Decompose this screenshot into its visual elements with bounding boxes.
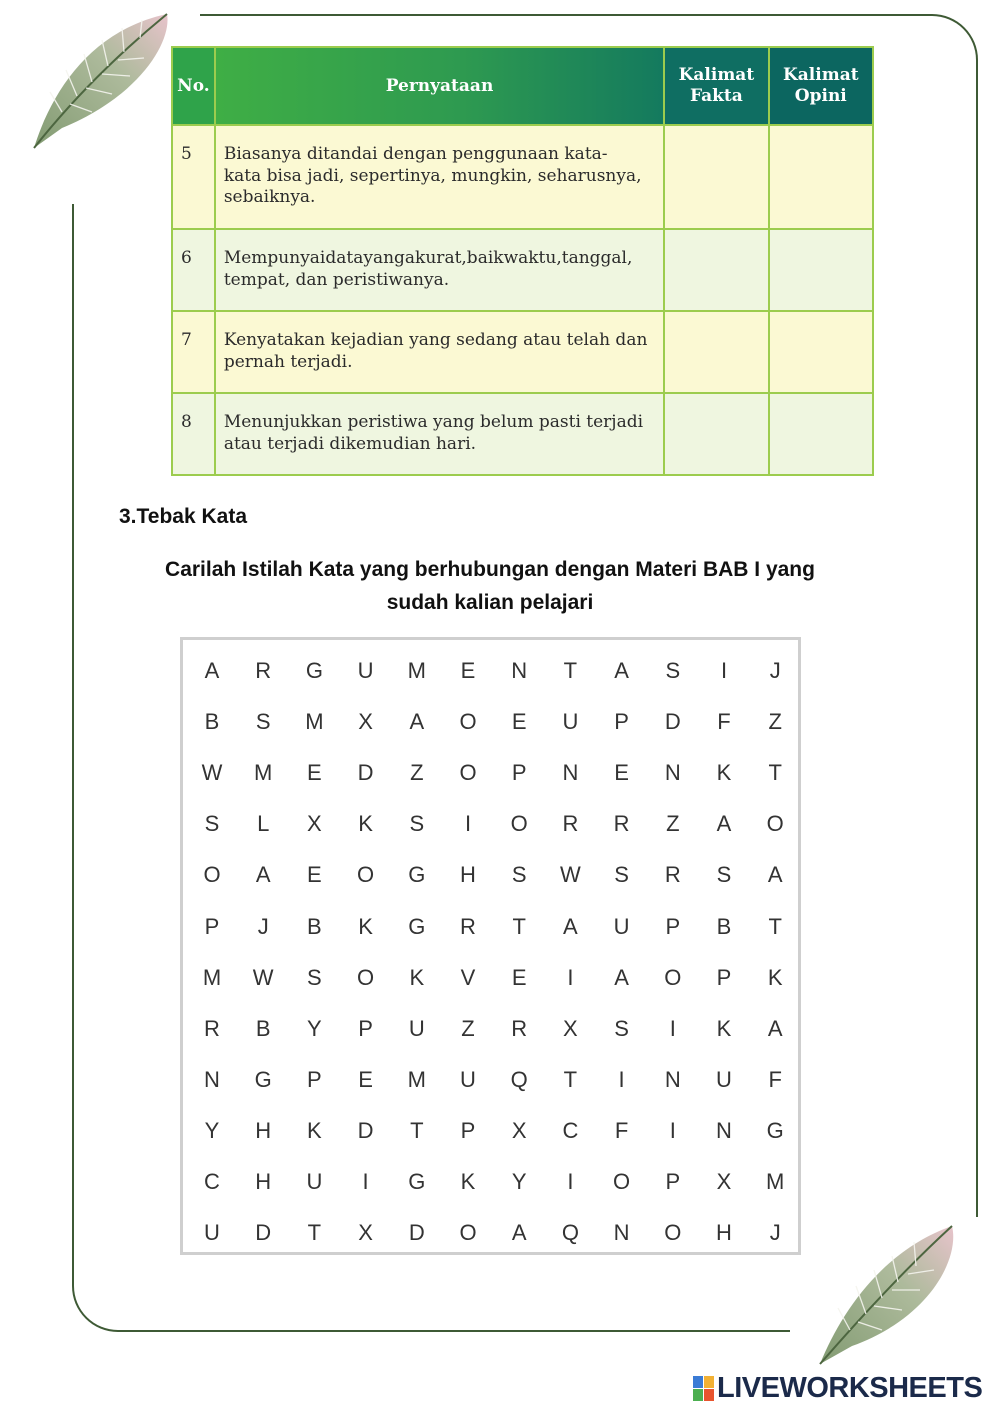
grid-letter[interactable]: M	[305, 709, 324, 735]
grid-letter[interactable]: U	[357, 658, 374, 683]
grid-letter[interactable]: S	[665, 658, 681, 683]
grid-letter[interactable]: S	[614, 862, 629, 888]
page-frame-corner-bottom-left	[72, 1282, 122, 1332]
grid-letter[interactable]: S	[409, 811, 425, 837]
grid-letter[interactable]: J	[769, 658, 781, 683]
grid-letter[interactable]: N	[664, 1066, 681, 1092]
page-frame-corner-top-right	[928, 14, 978, 64]
statement-text	[215, 393, 664, 475]
grid-letter[interactable]: T	[512, 913, 526, 939]
grid-letter[interactable]: I	[669, 1117, 676, 1143]
grid-letter[interactable]: O	[664, 964, 682, 990]
table-row	[172, 393, 873, 475]
grid-letter[interactable]: P	[665, 913, 681, 939]
grid-letter[interactable]: S	[716, 862, 732, 888]
grid-letter[interactable]: X	[307, 811, 322, 837]
grid-letter[interactable]: B	[307, 913, 322, 939]
statement-line: pernah terjadi.	[223, 351, 353, 372]
grid-letter[interactable]: Z	[666, 811, 680, 837]
grid-letter[interactable]: A	[409, 709, 425, 735]
grid-letter[interactable]: U	[460, 1066, 476, 1092]
grid-letter[interactable]: C	[562, 1117, 579, 1143]
grid-letter[interactable]: T	[563, 658, 578, 683]
row-number: 8	[172, 393, 215, 475]
grid-letter[interactable]: P	[307, 1066, 322, 1092]
grid-letter[interactable]: D	[408, 1220, 425, 1246]
grid-letter[interactable]: N	[204, 1066, 220, 1092]
row-number: 5	[172, 125, 215, 229]
grid-letter[interactable]: O	[613, 1169, 631, 1194]
grid-letter[interactable]: R	[460, 913, 476, 939]
row-number: 7	[172, 311, 215, 393]
grid-letter[interactable]: G	[254, 1066, 272, 1092]
grid-letter[interactable]: N	[613, 1220, 630, 1246]
grid-letter[interactable]: N	[511, 658, 528, 683]
grid-letter[interactable]: X	[358, 709, 373, 735]
section-title: 3.Tebak Kata	[119, 505, 247, 528]
grid-letter[interactable]: U	[408, 1015, 425, 1041]
grid-letter[interactable]: T	[768, 913, 782, 939]
grid-letter[interactable]: D	[664, 709, 681, 735]
grid-letter[interactable]: G	[408, 913, 426, 939]
statement-line: Kenyatakan kejadian yang sedang atau telah dan	[223, 330, 648, 350]
grid-letter[interactable]: A	[614, 658, 629, 683]
header-opini-line-2: Opini	[794, 86, 847, 106]
grid-letter[interactable]: O	[766, 811, 784, 837]
grid-letter[interactable]: G	[408, 1169, 426, 1194]
grid-letter[interactable]: K	[409, 964, 425, 990]
grid-letter[interactable]: J	[769, 1220, 781, 1246]
grid-letter[interactable]: U	[306, 1169, 323, 1194]
grid-letter[interactable]: A	[511, 1220, 527, 1246]
grid-letter[interactable]: F	[614, 1117, 629, 1143]
grid-letter[interactable]: N	[716, 1117, 732, 1143]
grid-letter[interactable]: O	[357, 964, 375, 990]
grid-letter[interactable]: K	[767, 964, 783, 990]
grid-letter[interactable]: P	[665, 1169, 681, 1194]
grid-letter[interactable]: D	[357, 760, 374, 786]
grid-letter[interactable]: E	[511, 709, 527, 735]
grid-letter[interactable]: X	[563, 1015, 578, 1041]
grid-letter[interactable]: B	[716, 913, 732, 939]
grid-letter[interactable]: X	[716, 1169, 732, 1194]
grid-letter[interactable]: M	[254, 760, 273, 786]
grid-letter[interactable]: E	[358, 1066, 373, 1092]
grid-letter[interactable]: O	[510, 811, 528, 837]
grid-letter[interactable]: H	[255, 1169, 272, 1194]
grid-letter[interactable]: N	[562, 760, 579, 786]
grid-letter[interactable]: D	[357, 1117, 374, 1143]
statement-line: Mempunyaidatayangakurat,baikwaktu,tanggal,	[223, 248, 633, 268]
grid-letter[interactable]: K	[460, 1169, 476, 1194]
grid-letter[interactable]: U	[204, 1220, 220, 1246]
table-row	[172, 125, 873, 229]
grid-letter[interactable]: U	[613, 913, 630, 939]
grid-letter[interactable]: E	[460, 658, 476, 683]
grid-letter[interactable]: H	[255, 1117, 272, 1143]
grid-letter[interactable]: P	[358, 1015, 373, 1041]
table-row	[172, 229, 873, 311]
statement-line: tempat, dan peristiwanya.	[223, 269, 450, 290]
grid-letter[interactable]: X	[358, 1220, 373, 1246]
grid-letter[interactable]: K	[716, 1015, 732, 1041]
grid-letter[interactable]: F	[768, 1066, 782, 1092]
grid-letter[interactable]: R	[204, 1015, 220, 1041]
instruction-line: sudah kalian pelajari	[386, 591, 594, 614]
grid-letter[interactable]: O	[357, 862, 375, 888]
grid-letter[interactable]: B	[255, 1015, 271, 1041]
grid-letter[interactable]: G	[305, 658, 323, 683]
grid-letter[interactable]: T	[768, 760, 782, 786]
page-frame-left	[72, 204, 74, 1284]
grid-letter[interactable]: Y	[307, 1015, 322, 1041]
grid-letter[interactable]: I	[669, 1015, 676, 1041]
grid-letter[interactable]: S	[614, 1015, 629, 1041]
statement-text	[215, 311, 664, 393]
grid-letter[interactable]: Z	[768, 709, 782, 735]
grid-letter[interactable]: I	[720, 658, 728, 683]
instruction-text	[100, 553, 880, 619]
statement-line: Menunjukkan peristiwa yang belum pasti terjadi	[223, 412, 644, 432]
grid-letter[interactable]: P	[511, 760, 527, 786]
grid-letter[interactable]: S	[204, 811, 220, 837]
grid-letter[interactable]: P	[614, 709, 629, 735]
grid-letter[interactable]: D	[255, 1220, 272, 1246]
liveworksheets-logo	[693, 1371, 982, 1405]
statement-text	[215, 229, 664, 311]
grid-letter[interactable]: K	[716, 760, 732, 786]
grid-letter[interactable]: A	[767, 862, 783, 888]
statement-text	[215, 125, 664, 229]
grid-letter[interactable]: E	[511, 964, 527, 990]
table-row	[172, 311, 873, 393]
grid-letter[interactable]: M	[202, 964, 222, 990]
leaf-decoration-icon	[812, 1218, 972, 1378]
grid-letter[interactable]: I	[567, 964, 574, 990]
answer-cell-fakta[interactable]	[664, 125, 768, 229]
grid-letter[interactable]: R	[613, 811, 630, 837]
grid-letter[interactable]: P	[460, 1117, 476, 1143]
grid-letter[interactable]: Y	[511, 1169, 527, 1194]
header-pernyataan: Pernyataan	[215, 47, 664, 125]
grid-letter[interactable]: L	[257, 811, 270, 837]
grid-letter[interactable]: I	[567, 1169, 574, 1194]
grid-letter[interactable]: Q	[561, 1220, 579, 1246]
grid-letter[interactable]: N	[664, 760, 681, 786]
answer-cell-fakta[interactable]	[664, 311, 768, 393]
statement-line: sebaiknya.	[223, 187, 316, 207]
leaf-decoration-icon	[22, 0, 182, 160]
grid-letter[interactable]: J	[257, 913, 269, 939]
page-frame-top	[200, 14, 930, 16]
liveworksheets-logo-icon	[693, 1376, 713, 1400]
grid-letter[interactable]: Q	[510, 1066, 528, 1092]
row-number: 6	[172, 229, 215, 311]
grid-letter[interactable]: R	[562, 811, 579, 837]
header-kalimat-fakta	[664, 47, 768, 125]
grid-letter[interactable]: I	[362, 1169, 369, 1194]
grid-letter[interactable]: K	[307, 1117, 322, 1143]
header-fakta-line-1: Kalimat	[678, 65, 755, 85]
grid-letter[interactable]: M	[407, 658, 426, 683]
grid-letter[interactable]: O	[459, 709, 477, 735]
table-header-row	[172, 47, 873, 125]
answer-cell-opini[interactable]	[769, 393, 873, 475]
grid-letter[interactable]: T	[307, 1220, 322, 1246]
word-search-grid[interactable]	[180, 637, 801, 1255]
fact-opinion-table	[171, 46, 874, 476]
answer-cell-fakta[interactable]	[664, 393, 768, 475]
page-frame-bottom	[120, 1330, 790, 1332]
grid-letter[interactable]: E	[614, 760, 629, 786]
header-opini-line-1: Kalimat	[783, 65, 859, 85]
answer-cell-opini[interactable]	[769, 311, 873, 393]
grid-letter[interactable]: F	[717, 709, 731, 735]
grid-letter[interactable]: W	[560, 862, 581, 888]
grid-letter[interactable]: Z	[461, 1015, 475, 1041]
grid-letter[interactable]: R	[255, 658, 272, 683]
grid-letter[interactable]: I	[618, 1066, 625, 1092]
grid-letter[interactable]: A	[255, 862, 271, 888]
header-fakta-line-2: Fakta	[689, 86, 743, 106]
grid-letter[interactable]: H	[716, 1220, 732, 1246]
grid-letter[interactable]: M	[766, 1169, 785, 1194]
grid-letter[interactable]: S	[255, 709, 271, 735]
grid-letter[interactable]: A	[716, 811, 732, 837]
grid-letter[interactable]: S	[511, 862, 527, 888]
grid-letter[interactable]: B	[204, 709, 220, 735]
grid-letter[interactable]: K	[358, 811, 373, 837]
grid-letter[interactable]: G	[408, 862, 426, 888]
grid-letter[interactable]: G	[766, 1117, 784, 1143]
grid-letter[interactable]: V	[460, 964, 476, 990]
grid-letter[interactable]: C	[204, 1169, 220, 1194]
grid-letter[interactable]: R	[511, 1015, 528, 1041]
grid-letter[interactable]: X	[511, 1117, 527, 1143]
grid-letter[interactable]: Z	[410, 760, 424, 786]
grid-letter[interactable]: O	[664, 1220, 682, 1246]
header-kalimat-opini	[769, 47, 873, 125]
grid-letter[interactable]: I	[464, 811, 472, 837]
grid-letter[interactable]: E	[307, 760, 322, 786]
header-no: No.	[172, 47, 215, 125]
grid-letter[interactable]: O	[459, 1220, 477, 1246]
grid-letter[interactable]: W	[201, 760, 223, 786]
grid-letter[interactable]: U	[562, 709, 579, 735]
grid-letter[interactable]: W	[252, 964, 274, 990]
grid-letter[interactable]: O	[459, 760, 477, 786]
grid-letter[interactable]: A	[563, 913, 578, 939]
grid-letter[interactable]: H	[460, 862, 476, 888]
grid-letter[interactable]: E	[307, 862, 322, 888]
statement-line: kata bisa jadi, sepertinya, mungkin, seharusnya,	[223, 165, 642, 186]
grid-letter[interactable]: P	[716, 964, 732, 990]
page-frame-right	[976, 62, 978, 1217]
grid-letter[interactable]: T	[563, 1066, 578, 1092]
answer-cell-fakta[interactable]	[664, 229, 768, 311]
grid-letter[interactable]: S	[307, 964, 322, 990]
statement-line: atau terjadi dikemudian hari.	[223, 433, 477, 454]
liveworksheets-logo-text: LIVEWORKSHEETS	[717, 1371, 983, 1404]
grid-letter[interactable]: Y	[204, 1117, 220, 1143]
grid-letter[interactable]: T	[410, 1117, 424, 1143]
grid-letter[interactable]: M	[407, 1066, 426, 1092]
answer-cell-opini[interactable]	[769, 125, 873, 229]
instruction-line: Carilah Istilah Kata yang berhubungan dengan Materi BAB I yang	[165, 558, 815, 581]
grid-letter[interactable]: U	[716, 1066, 732, 1092]
grid-letter[interactable]: P	[204, 913, 220, 939]
grid-letter[interactable]: K	[358, 913, 373, 939]
statement-line: Biasanya ditandai dengan penggunaan kata-	[223, 144, 608, 164]
answer-cell-opini[interactable]	[769, 229, 873, 311]
grid-letter[interactable]: A	[614, 964, 629, 990]
grid-letter[interactable]: O	[203, 862, 221, 888]
grid-letter[interactable]: A	[204, 658, 220, 683]
grid-letter[interactable]: A	[767, 1015, 783, 1041]
grid-letter[interactable]: R	[664, 862, 681, 888]
